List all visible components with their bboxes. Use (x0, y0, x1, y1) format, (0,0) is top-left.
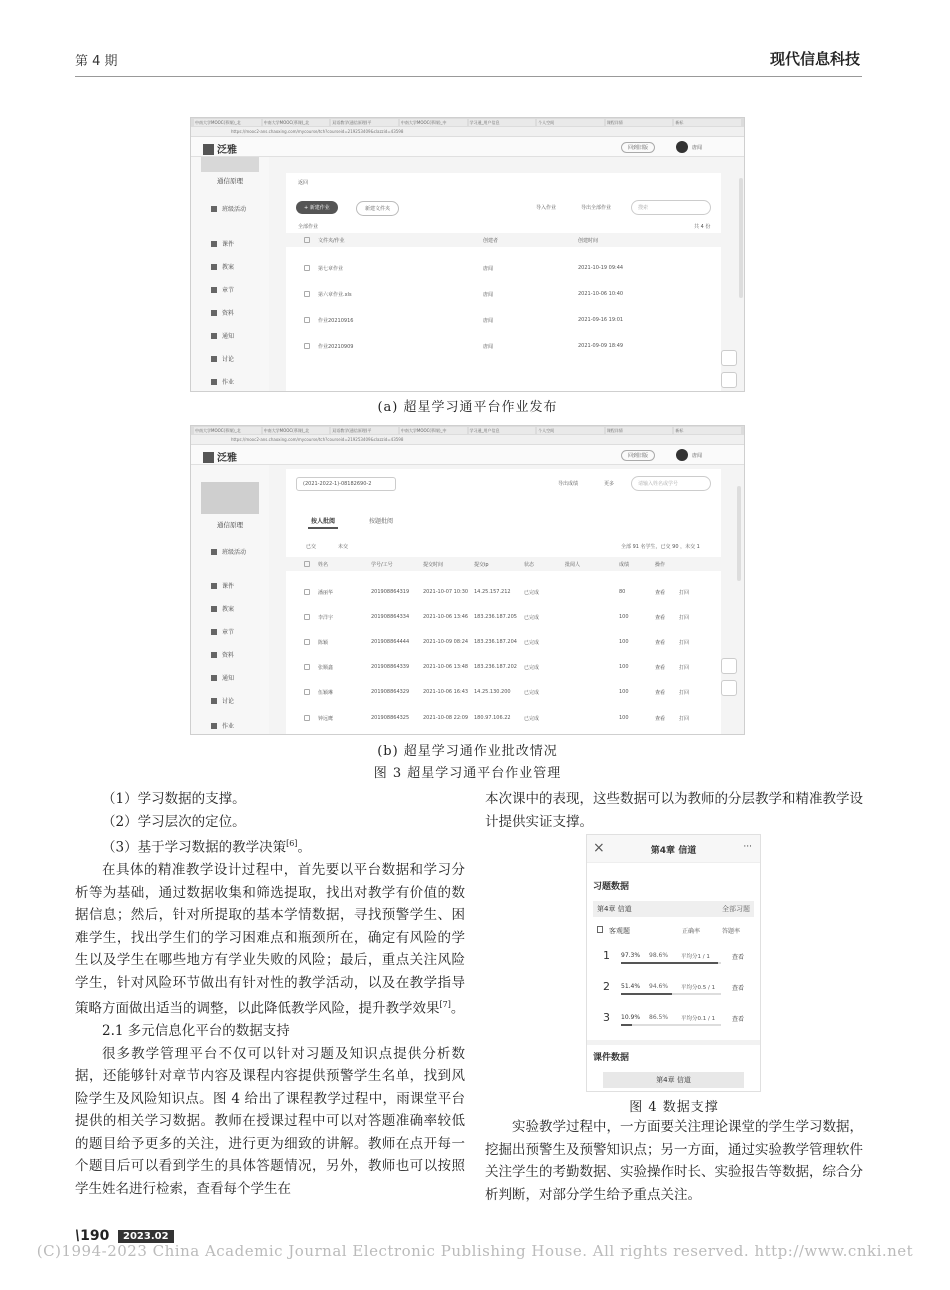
nav-courseware: 课件 (211, 581, 234, 590)
student-id: 201908864334 (371, 614, 410, 620)
col-time: 提交时间 (423, 562, 444, 568)
page-number-text: 190 (80, 1228, 110, 1244)
figure-3b-caption: (b) 超星学习通作业批改情况 (377, 744, 558, 759)
progress-fill (621, 1024, 632, 1026)
submit-ip: 183.236.187.202 (474, 664, 517, 670)
hw-time: 2021-10-06 10:40 (578, 291, 624, 297)
view-link: 查看 (655, 640, 666, 646)
student-search: 请输入姓名或学号 (631, 476, 711, 491)
list-item-text: （3）基于学习数据的教学决策 (102, 839, 287, 856)
answer-rate: 94.6% (649, 983, 669, 990)
new-homework-button: + 新建作业 (296, 201, 338, 214)
view-link: 查看 (732, 1016, 745, 1023)
score: 100 (619, 664, 629, 670)
view-link: 查看 (655, 690, 666, 696)
grading-panel (286, 469, 721, 735)
return-link: 打回 (679, 590, 690, 596)
score: 100 (619, 715, 629, 721)
all-homework-label: 全部作业 (298, 224, 319, 230)
courseware-data-heading: 课件数据 (593, 1053, 630, 1063)
app-bar (191, 445, 744, 465)
hw-name: 第七章作业 (318, 266, 344, 272)
score: 100 (619, 689, 629, 695)
status: 已完成 (524, 640, 540, 646)
figure-4-screenshot (586, 834, 761, 1092)
close-icon: × (593, 840, 605, 856)
nav-courseware: 课件 (211, 239, 234, 248)
course-sidebar (191, 157, 269, 392)
submission-summary: 全部 91 名学生，已交 90 ，未交 1 (621, 544, 700, 550)
hw-time: 2021-09-16 19:01 (578, 317, 624, 323)
address-bar: https://mooc2-ans.chaoxing.com/mycourse/tch?courseid=219253409&clazzid=43598 (191, 127, 744, 137)
submit-time: 2021-10-09 08:24 (423, 639, 469, 645)
question-no: 3 (603, 1011, 610, 1024)
hw-name: 作业20210909 (318, 344, 354, 350)
user-avatar: 唐闻 (676, 141, 702, 153)
student-name: 钟远鹰 (318, 716, 334, 722)
browser-tab: 个人空间 (537, 119, 604, 126)
browser-tab: 学习通_用户信息 (469, 427, 536, 434)
course-sidebar (191, 465, 269, 735)
browser-tabs (191, 118, 744, 127)
col-score: 成绩 (619, 562, 630, 568)
return-link: 打回 (679, 640, 690, 646)
row-checkbox (304, 265, 310, 271)
courseware-bar: 第4章 信道 (603, 1072, 744, 1088)
student-id: 201908864325 (371, 715, 410, 721)
browser-tab: 双语教学(通信原理)平 (331, 119, 398, 126)
nav-class-activity: 班级活动 (211, 204, 246, 213)
figure-3-caption: 图 3 超星学习通平台作业管理 (373, 766, 562, 781)
browser-tab: 中南大学MOOC(慕课)_中 (400, 119, 467, 126)
more-icon: ··· (743, 842, 752, 852)
row-checkbox (304, 291, 310, 297)
correct-rate: 10.9% (621, 1014, 641, 1021)
course-cover (201, 482, 259, 514)
status: 已完成 (524, 665, 540, 671)
export-homework: 导出全部作业 (581, 205, 612, 211)
paragraph (75, 859, 465, 1020)
import-homework: 导入作业 (536, 205, 557, 211)
view-link: 查看 (655, 615, 666, 621)
scrollbar (739, 178, 743, 298)
col-created: 创建时间 (578, 238, 599, 244)
view-link: 查看 (732, 954, 745, 961)
avg-score: 平均分0.5 / 1 (681, 985, 716, 991)
row-checkbox (304, 639, 310, 645)
section-heading: 2.1 多元信息化平台的数据支持 (102, 1023, 290, 1039)
return-link: 打回 (679, 615, 690, 621)
correct-rate: 97.3% (621, 952, 641, 959)
paragraph-end: 。 (450, 1000, 465, 1017)
student-id: 201908864329 (371, 689, 410, 695)
col-name: 姓名 (318, 562, 329, 568)
journal-title: 现代信息科技 (769, 50, 860, 68)
nav-notice: 通知 (211, 673, 234, 682)
tab-by-question: 按题批阅 (369, 518, 394, 525)
col-actions: 操作 (655, 562, 666, 568)
section-divider (587, 1040, 760, 1045)
back-old-version-button: 回到旧版 (621, 450, 655, 461)
citation: [7] (439, 1000, 451, 1009)
select-all-checkbox (304, 561, 310, 567)
cnki-watermark: (C)1994-2023 China Academic Journal Electronic Publishing House. All rights reserved. http://www.cnki.net (36, 1242, 914, 1260)
more-menu: 更多 (604, 481, 615, 487)
list-item (75, 833, 465, 859)
browser-tab: 中南大学MOOC(慕课)_北 (263, 119, 330, 126)
row-checkbox (304, 343, 310, 349)
avg-score: 平均分1 / 1 (681, 954, 710, 960)
figure-3b-screenshot (190, 425, 745, 735)
tab-by-person: 按人批阅 (311, 518, 336, 525)
score: 100 (619, 639, 629, 645)
submit-ip: 14.25.130.200 (474, 689, 511, 695)
col-status: 状态 (524, 562, 535, 568)
nav-lesson-plan: 教案 (211, 262, 234, 271)
document-icon (721, 372, 737, 388)
issue-number: 第 4 期 (75, 54, 118, 69)
address-bar: https://mooc2-ans.chaoxing.com/mycourse/tch?courseid=219253409&clazzid=43598 (191, 435, 744, 445)
progress-track (621, 1024, 721, 1026)
question-icon (597, 926, 603, 933)
submit-ip: 183.236.187.205 (474, 614, 517, 620)
hw-name: 第六章作业.xls (318, 292, 352, 298)
nav-chapter: 章节 (211, 627, 234, 636)
right-column-top: 本次课中的表现，这些数据可以为教师的分层教学和精准教学设计提供实证支撑。 (485, 791, 863, 830)
col-creator: 创建者 (483, 238, 499, 244)
figure-3a-screenshot (190, 117, 745, 392)
browser-tab: 个人空间 (537, 427, 604, 434)
issue-date: 2023.02 (118, 1230, 174, 1243)
status: 已完成 (524, 615, 540, 621)
hw-creator: 唐闻 (483, 266, 494, 272)
student-id: 201908864319 (371, 589, 410, 595)
nav-chapter: 章节 (211, 285, 234, 294)
progress-track (621, 962, 721, 964)
row-checkbox (304, 614, 310, 620)
radio-unsubmitted: 未交 (338, 544, 349, 550)
figure-4-caption: 图 4 数据支撑 (629, 1100, 719, 1115)
download-icon (721, 658, 737, 674)
new-folder-button: 新建文件夹 (356, 201, 399, 216)
view-link: 查看 (655, 716, 666, 722)
nav-homework: 作业 (211, 377, 234, 386)
browser-tab: 新标 (674, 119, 741, 126)
browser-tabs (191, 426, 744, 435)
figure-3a-caption: (a) 超星学习通平台作业发布 (377, 400, 558, 415)
browser-tab: 双语教学(通信原理)平 (331, 427, 398, 434)
browser-tab: 学习通_用户信息 (469, 119, 536, 126)
student-name: 潘丽华 (318, 590, 334, 596)
nav-materials: 资料 (211, 650, 234, 659)
app-bar (191, 137, 744, 157)
return-link: 打回 (679, 665, 690, 671)
return-link: 打回 (679, 690, 690, 696)
return-link: 打回 (679, 716, 690, 722)
legend-answer-rate: 答题率 (722, 928, 741, 935)
row-checkbox (304, 689, 310, 695)
table-header (286, 233, 721, 247)
nav-discussion: 讨论 (211, 354, 234, 363)
course-name: 通信原理 (217, 521, 243, 529)
view-link: 查看 (732, 985, 745, 992)
scrollbar (737, 486, 741, 581)
browser-tab: 中南大学MOOC(慕课)_中 (400, 427, 467, 434)
submit-ip: 180.97.106.22 (474, 715, 511, 721)
col-id: 学号/工号 (371, 562, 393, 568)
submit-ip: 183.236.187.204 (474, 639, 517, 645)
question-no: 2 (603, 980, 610, 993)
course-cover (201, 157, 259, 172)
nav-discussion: 讨论 (211, 696, 234, 705)
fanya-logo: 泛雅 (203, 141, 237, 156)
submit-time: 2021-10-06 16:43 (423, 689, 469, 695)
hw-time: 2021-09-09 18:49 (578, 343, 624, 349)
back-old-version-button: 回到旧版 (621, 142, 655, 153)
fanya-logo: 泛雅 (203, 449, 237, 464)
hw-time: 2021-10-19 09:44 (578, 265, 624, 271)
status: 已完成 (524, 690, 540, 696)
nav-lesson-plan: 教案 (211, 604, 234, 613)
progress-fill (621, 962, 718, 964)
course-name: 通信原理 (217, 177, 243, 185)
submit-ip: 14.25.157.212 (474, 589, 511, 595)
list-item-end: 。 (297, 839, 311, 856)
all-questions-link: 全部习题 (722, 905, 750, 913)
legend-correct: 正确率 (682, 928, 701, 935)
student-id: 201908864444 (371, 639, 410, 645)
paragraph-text: 在具体的精准教学设计过程中，首先要以平台数据和学习分析等为基础，通过数据收集和筛选提取，找出对教学有价值的数据信息；然后，针对所提取的基本学情数据，寻找预警学生、困难学生，找出学生们的学习困难点和瓶颈所在，确定有风险的学生以及学生在哪些地方有学业失败的风险；最后，重点关注风险学生，针对风险环节做出有针对性的教学活动，以及在教学指导策略方面做出适当的调整，以此降低教学风险，提升教学效果 (75, 862, 465, 1017)
submit-time: 2021-10-06 13:46 (423, 614, 469, 620)
submit-time: 2021-10-08 22:09 (423, 715, 469, 721)
document-icon (721, 680, 737, 696)
select-all-checkbox (304, 237, 310, 243)
status: 已完成 (524, 716, 540, 722)
progress-track (621, 993, 721, 995)
class-select: (2021-2022-1)-08182690-2 (296, 477, 396, 491)
nav-materials: 资料 (211, 308, 234, 317)
student-name: 张顺鑫 (318, 665, 334, 671)
phone-header (587, 835, 760, 863)
hw-name: 作业20210916 (318, 318, 354, 324)
browser-tab: 课程详情 (606, 427, 673, 434)
radio-submitted: 已交 (306, 544, 317, 550)
chapter-bar (593, 901, 754, 917)
col-ip: 提交ip (474, 562, 489, 568)
browser-tab: 课程详情 (606, 119, 673, 126)
nav-notice: 通知 (211, 331, 234, 340)
row-checkbox (304, 589, 310, 595)
list-item: （1）学习数据的支撑。 (102, 791, 246, 807)
col-grader: 批阅人 (565, 562, 581, 568)
download-icon (721, 350, 737, 366)
export-grades: 导出成绩 (558, 481, 579, 487)
student-name: 陈颖 (318, 640, 329, 646)
progress-fill (621, 993, 672, 995)
browser-tab: 中南大学MOOC(慕课)_北 (194, 427, 261, 434)
question-no: 1 (603, 949, 610, 962)
score: 100 (619, 614, 629, 620)
chapter-label: 第4章 信道 (597, 905, 632, 913)
status: 已完成 (524, 590, 540, 596)
view-link: 查看 (655, 590, 666, 596)
phone-title: 第4章 信道 (650, 846, 697, 856)
student-name: 李洋宇 (318, 615, 334, 621)
browser-tab: 中南大学MOOC(慕课)_北 (263, 427, 330, 434)
exercise-data-heading: 习题数据 (593, 882, 630, 892)
right-column-bottom: 实验教学过程中，一方面要关注理论课堂的学生学习数据，挖掘出预警生及预警知识点；另一方面，通过实验教学管理软件关注学生的考勤数据、实验操作时长、实验报告等数据，综合分析判断，对部分学生给予重点关注。 (485, 1119, 863, 1203)
answer-rate: 98.6% (649, 952, 669, 959)
score: 80 (619, 589, 626, 595)
view-link: 查看 (655, 665, 666, 671)
back-link: 返回 (298, 180, 309, 186)
hw-creator: 唐闻 (483, 292, 494, 298)
answer-rate: 86.5% (649, 1014, 669, 1021)
paragraph: 很多教学管理平台不仅可以针对习题及知识点提供分析数据，还能够针对章节内容及课程内容提供预警学生名单，找到风险学生及风险知识点。图 4 给出了课程教学过程中，雨课堂平台提供的相关学习数据。教师在授课过程中可以对答题准确率较低的题目给予更多的关注，进行更为细致的讲解。教师在点开每一个题目后可以看到学生的具体答题情况，另外，教师也可以按照学生姓名进行检索，查看每个学生在 (75, 1045, 465, 1197)
header-rule (75, 76, 862, 77)
row-checkbox (304, 664, 310, 670)
col-name: 文件夹/作业 (318, 238, 345, 244)
browser-tab: 新标 (674, 427, 741, 434)
student-id: 201908864339 (371, 664, 410, 670)
question-type: 客观题 (609, 927, 630, 935)
homework-panel (286, 173, 721, 392)
student-name: 伍颖琳 (318, 690, 334, 696)
submit-time: 2021-10-07 10:30 (423, 589, 469, 595)
row-checkbox (304, 317, 310, 323)
hw-creator: 唐闻 (483, 318, 494, 324)
nav-homework: 作业 (211, 721, 234, 730)
search-input: 搜索 (631, 200, 711, 215)
active-tab-underline (308, 527, 338, 529)
correct-rate: 51.4% (621, 983, 641, 990)
hw-creator: 唐闻 (483, 344, 494, 350)
homework-count: 共 4 份 (694, 224, 711, 230)
nav-class-activity: 班级活动 (211, 547, 246, 556)
list-item: （2）学习层次的定位。 (102, 813, 246, 830)
page-slash: \ (75, 1228, 81, 1244)
user-avatar: 唐闻 (676, 449, 702, 461)
citation: [6] (286, 839, 298, 848)
row-checkbox (304, 715, 310, 721)
avg-score: 平均分0.1 / 1 (681, 1016, 716, 1022)
left-column (75, 788, 465, 1200)
browser-tab: 中南大学MOOC(慕课)_北 (194, 119, 261, 126)
submit-time: 2021-10-06 13:48 (423, 664, 469, 670)
